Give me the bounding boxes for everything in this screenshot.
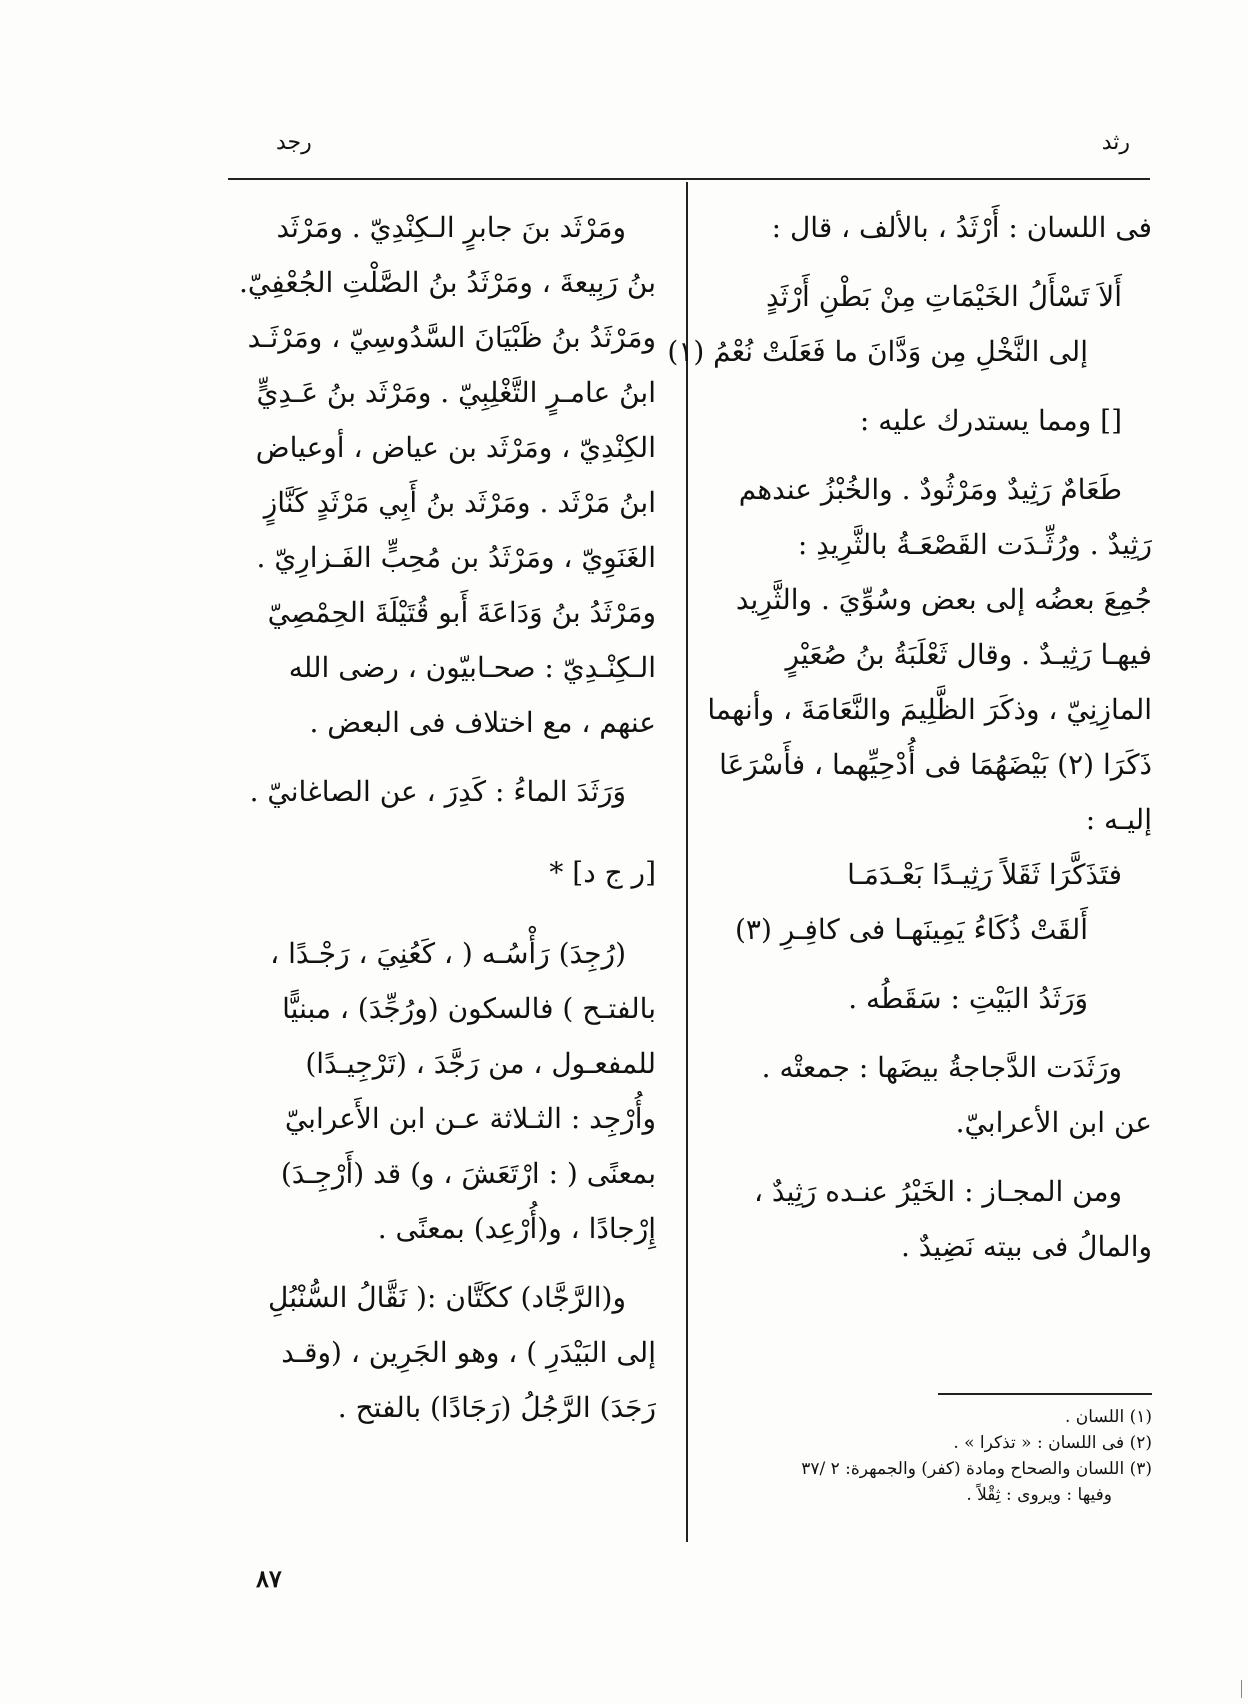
text-line: المازِنِيّ ، وذكَرَ الظَّلِيمَ والنَّعَامَةَ ، وأنهما <box>707 693 1152 726</box>
scan-edge-mark <box>1241 1680 1242 1698</box>
left-column <box>210 200 656 1435</box>
text-line: الغَنَوِيّ ، ومَرْثَدُ بن مُحِبٍّ الفَـزارِيّ . <box>256 541 656 574</box>
text-line: و(الرَّجَّاد) ككَتَّان :( نَقَّالُ السُّنْبُلِ <box>268 1281 626 1314</box>
text-line: فى اللسان : أَرْثَدُ ، بالألف ، قال : <box>771 211 1152 244</box>
text-line: الكِنْدِيّ ، ومَرْثَد بن عياض ، أوعياض <box>255 431 656 464</box>
text-line: ومن المجـاز : الخَيْرُ عنـده رَثِيدٌ ، <box>753 1175 1122 1208</box>
text-line: وَرَثَدُ البَيْتِ : سَقَطُه . <box>848 982 1088 1015</box>
footnote-rule <box>938 1393 1152 1395</box>
footnote: (٣) اللسان والصحاح ومادة (كفر) والجمهرة: ٢ /٣٧ <box>801 1459 1152 1479</box>
text-line: طَعَامٌ رَثِيدٌ ومَرْثُودٌ . والخُبْزُ عندهم <box>738 473 1122 506</box>
footnotes <box>702 1404 1152 1508</box>
text-line: ومَرْثَدُ بنُ ظَبْيَانَ السَّدُوسِيّ ، ومَرْثَـد <box>247 321 656 354</box>
text-line: بمعنًى ( : ارْتَعَشَ ، و) قد (أَرْجِـدَ) <box>280 1157 656 1190</box>
footnote: (٢) فى اللسان : « تذكرا » . <box>953 1433 1152 1453</box>
text-line: عن ابن الأعرابيّ. <box>955 1106 1152 1139</box>
text-line: عنهم ، مع اختلاف فى البعض . <box>309 706 656 739</box>
text-line: (رُجِدَ) رَأْسُـه ( ، كَعُنِيَ ، رَجْـدًا ، <box>270 937 626 970</box>
verse-line: إلى النَّخْلِ مِن وَدَّانَ ما فَعَلَتْ نُعْمُ (١) <box>667 335 1088 368</box>
text-line: [] ومما يستدرك عليه : <box>859 404 1122 437</box>
text-line: ومَرْثَد بنَ جابرٍ الـكِنْدِيّ . ومَرْثَد <box>276 211 626 244</box>
entry-heading: [ر ج د] * <box>549 856 656 889</box>
text-line: الـكِنْـدِيّ : صحـابيّون ، رضى الله <box>288 651 656 684</box>
running-head-left: رجد <box>276 130 312 155</box>
text-line: ورَثَدَت الدَّجاجةُ بيضَها : جمعتْه . <box>761 1051 1122 1084</box>
text-line: وأُرْجِد : الثـلاثة عـن ابن الأَعرابيّ <box>284 1102 656 1135</box>
text-line: بنُ رَبِيعةَ ، ومَرْثَدُ بنُ الصَّلْتِ الجُعْفِيّ. <box>238 266 656 299</box>
page-number: ٨٧ <box>256 1564 282 1593</box>
text-line: إلى البَيْدَرِ ) ، وهو الجَرِين ، (وقـد <box>281 1336 656 1369</box>
text-line: ومَرْثَدُ بنُ وَدَاعَةَ أَبو قُتَيْلَةَ الحِمْصِيّ <box>267 596 656 629</box>
text-line: رَجَدَ) الرَّجُلُ (رَجَادًا) بالفتح . <box>337 1391 656 1424</box>
text-line: وَرَثَدَ الماءُ : كَدِرَ ، عن الصاغانيّ . <box>249 775 626 808</box>
text-line: والمالُ فى بيته نَضِيدٌ . <box>900 1230 1152 1263</box>
text-line: ذَكَرَا (٢) بَيْضَهُمَا فى أُدْحِيِّهما ، فأَسْرَعَا <box>719 748 1152 781</box>
right-column <box>667 200 1152 1274</box>
running-head-right: رثد <box>1101 130 1130 155</box>
text-line: إِرْجادًا ، و(أُرْعِد) بمعنًى . <box>377 1212 656 1245</box>
column-divider <box>686 182 688 1542</box>
text-line: رَثِيدٌ . ورُثِّـدَت القَصْعَـةُ بالثَّرِيدِ : <box>797 528 1152 561</box>
text-line: فيهـا رَثِيـدٌ . وقال ثَعْلَبَةُ بنُ صُعَيْرٍ <box>785 638 1152 671</box>
text-line: جُمِعَ بعضُه إلى بعض وسُوِّيَ . والثَّرِيد <box>735 583 1152 616</box>
verse-line: أَلقَتْ ذُكَاءُ يَمِينَهـا فى كافِـرِ (٣) <box>734 913 1088 946</box>
verse-line: أَلاَ تَسْأَلُ الخَيْمَاتِ مِنْ بَطْنِ أَرْثَدٍ <box>766 280 1122 313</box>
text-line: ابنُ عامـرٍ التَّغْلِبِيّ . ومَرْثَد بنُ عَـدِيٍّ <box>256 376 656 409</box>
text-line: بالفتـح ) فالسكون (ورُجِّدَ) ، مبنيًّا <box>282 992 656 1025</box>
text-line: للمفعـول ، من رَجَّدَ ، (تَرْجِيـدًا) <box>305 1047 656 1080</box>
text-line: ابنُ مَرْثَد . ومَرْثَد بنُ أَبِي مَرْثَدٍ كَنَّازٍ <box>263 486 656 519</box>
footnote: (١) اللسان . <box>1065 1407 1152 1427</box>
verse-line: فتَذَكَّرَا ثَقَلاً رَثِيـدًا بَعْـدَمَـا <box>847 858 1122 891</box>
text-line: إليـه : <box>1085 803 1152 836</box>
footnote: وفيها : ويروى : ثِقْلاً . <box>966 1485 1112 1505</box>
header-rule <box>228 178 1150 180</box>
